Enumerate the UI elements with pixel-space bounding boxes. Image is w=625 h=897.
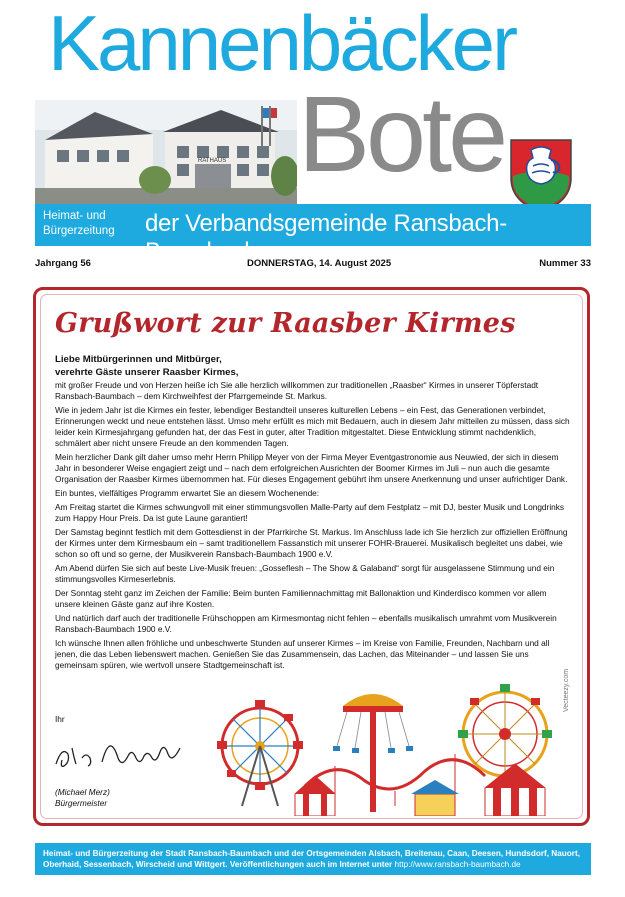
- masthead-subtitle-big: der Verbandsgemeinde Ransbach-Baumbach: [145, 210, 507, 265]
- article-body: [55, 380, 573, 671]
- body-paragraph: Wie in jedem Jahr ist die Kirmes ein fester, lebendiger Bestandteil unseres kulturellen Lebens – ein Fest, das Generationen verbindet, Erinnerungen weckt und neue entstehen lässt. Umso mehr erfüllt es mich mit Bedauern, auch in diesem Jahr mitteilen zu müssen, dass sich leider kein Kirmesjahrgang gefunden hat, der das Fest in guter, alter Tradition mitgestaltet. Diese Entwicklung stimmt nachdenklich, schmälert aber nicht unsere Freude an den kommenden Tagen.: [55, 405, 570, 448]
- body-paragraph: Am Abend dürfen Sie sich auf beste Live-Musik freuen: „Gosseflesh – The Show & Galaband“ sorgt für ausgelassene Stimmung und ein stimmungsvolles Kirmeserlebnis.: [55, 563, 555, 584]
- greeting-line-2: verehrte Gäste unserer Raasber Kirmes,: [55, 367, 239, 378]
- body-paragraph: Der Sonntag steht ganz im Zeichen der Familie: Beim bunten Familiennachmittag mit Ballonaktion und Kinderdisco kommen vor allem unsere kleinen Gäste ganz auf ihre Kosten.: [55, 588, 547, 609]
- signer-title: Bürgermeister: [55, 798, 108, 808]
- town-hall-photo: [35, 100, 297, 204]
- body-paragraph: Am Freitag startet die Kirmes schwungvoll mit einer stimmungsvollen Malle-Party auf dem Festplatz – mit DJ, bester Musik und Longdrinks zum Happy Hour Preis. Da ist gute Laune garantiert!: [55, 502, 565, 523]
- footer-website-link[interactable]: http://www.ransbach-baumbach.de: [394, 860, 521, 869]
- body-paragraph: mit großer Freude und von Herzen heiße ich Sie alle herzlich willkommen zur traditionellen „Raasber“ Kirmes in unserer Töpferstadt Ransbach-Baumbach – dem Kirchweihfest der Pfarrgemeinde St. Markus.: [55, 380, 539, 401]
- body-paragraph: Und natürlich darf auch der traditionelle Frühschoppen am Kirmesmontag nicht fehlen – ebenfalls musikalisch umrahmt vom Musikverein Ransbach-Baumbach 1900 e.V.: [55, 613, 557, 634]
- issue-info-line: [35, 258, 591, 272]
- footer-band: [35, 843, 591, 875]
- image-credit: Vecteezy.com: [563, 668, 570, 712]
- signer-name: (Michael Merz): [55, 787, 110, 797]
- newspaper-title-line1: Kannenbäcker: [48, 0, 516, 87]
- closing-word: Ihr: [55, 714, 65, 724]
- greeting-line-1: Liebe Mitbürgerinnen und Mitbürger,: [55, 354, 222, 365]
- issue-date: DONNERSTAG, 14. August 2025: [247, 258, 392, 269]
- subtitle-small-line2: Bürgerzeitung: [43, 225, 115, 237]
- subtitle-small-line1: Heimat- und: [43, 210, 106, 222]
- newspaper-title-line2: Bote: [298, 73, 505, 194]
- issue-number: Nummer 33: [539, 258, 591, 269]
- handwritten-signature: [52, 728, 187, 776]
- fairground-illustration: [215, 676, 575, 816]
- footer-text: Heimat- und Bürgerzeitung der Stadt Ransbach-Baumbach und der Ortsgemeinden Alsbach, Breitenau, Caan, Deesen, Hundsdorf, Nauort, Oberhaid, Sessenbach, Wirscheid und Wittgert. Veröffentlichungen auch im Internet unter: [43, 849, 580, 869]
- body-paragraph: Ich wünsche Ihnen allen fröhliche und unbeschwerte Stunden auf unserer Kirmes – im Kreise von Familie, Freunden, Nachbarn und all jenen, die das Leben liebenswert machen. Genießen Sie das Zusammensein, das Lachen, das Miteinander – und lassen Sie uns gemeinsam spüren, wie wertvoll unsere Stadtgemeinschaft ist.: [55, 638, 550, 670]
- masthead-subtitle-small: [43, 209, 115, 239]
- issue-volume: Jahrgang 56: [35, 258, 91, 269]
- body-paragraph: Ein buntes, vielfältiges Programm erwartet Sie an diesem Wochenende:: [55, 488, 320, 498]
- article-headline: Grußwort zur Raasber Kirmes: [55, 308, 516, 339]
- signer-block: [55, 787, 110, 809]
- body-paragraph: Der Samstag beginnt festlich mit dem Gottesdienst in der Pfarrkirche St. Markus. Im Anschluss lade ich Sie herzlich zur offiziellen Eröffnung der Kirmes unter dem Kirmesbaum ein – samt traditionellem Fassanstich mit unserer FOHR-Brauerei. Musikalisch begleitet uns dabei, wie schon so oft und so gerne, der Musikverein Ransbach-Baumbach 1900 e.V.: [55, 527, 568, 559]
- coat-of-arms-icon: [507, 136, 575, 214]
- rathaus-sign: RATHAUS: [198, 158, 227, 164]
- body-paragraph: Mein herzlicher Dank gilt daher umso mehr Herrn Philipp Meyer von der Firma Meyer Eventgastronomie aus Neuwied, der sich in diesem Jahr in besonderer Weise engagiert zeigt und – nach dem erfolgreichen Ausrichten der Boomer Kirmes im Juli – nun auch die gesamte Organisation der Raasber Kirmes übernommen hat. Für dieses Engagement gebührt ihm unsere Anerkennung und unser aufrichtiger Dank.: [55, 452, 568, 484]
